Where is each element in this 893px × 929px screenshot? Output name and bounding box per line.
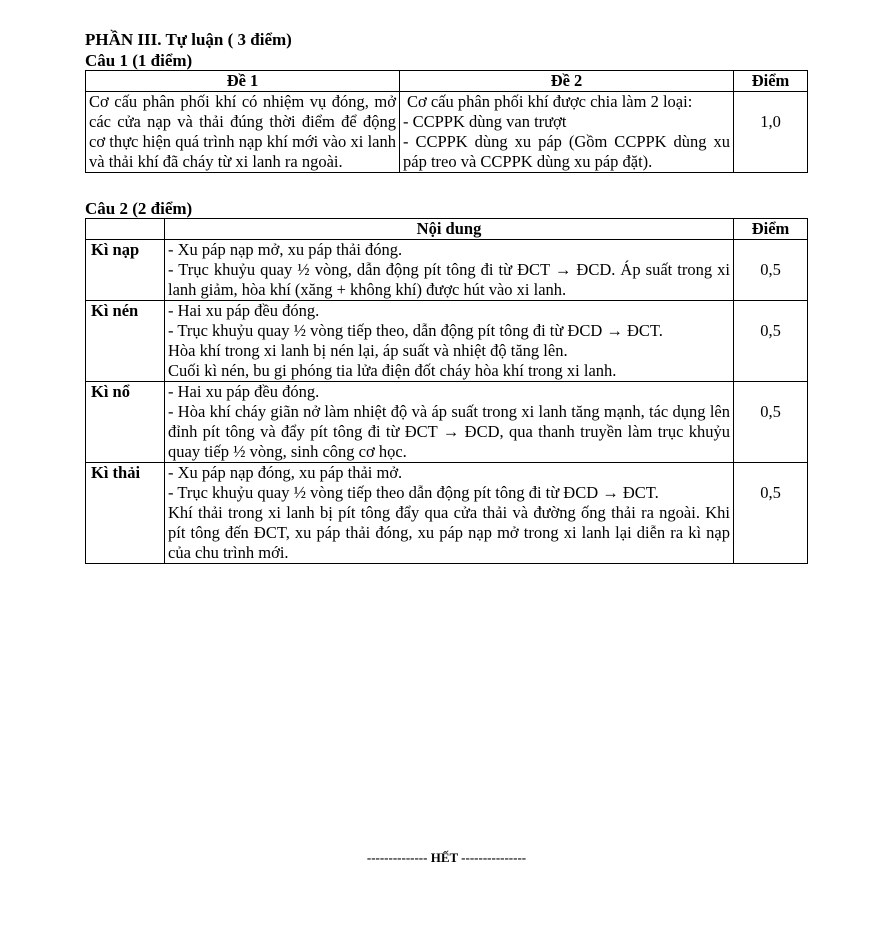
header-de1: Đề 1 <box>86 71 400 92</box>
stage-label: Kì thải <box>86 463 165 564</box>
stage-label: Kì nổ <box>86 382 165 463</box>
score-cell: 0,5 <box>734 301 808 382</box>
question-2-table <box>85 218 808 564</box>
content-line: - Trục khuỷu quay ½ vòng tiếp theo, dẫn động pít tông đi từ ĐCD → ĐCT. <box>168 321 663 340</box>
de1-answer: Cơ cấu phân phối khí có nhiệm vụ đóng, mở các cửa nạp và thải đúng thời điểm để động cơ thực hiện quá trình nạp khí mới vào xi lanh và thải khí đã cháy từ xi lanh ra ngoài. <box>86 92 400 173</box>
content-line: - Xu páp nạp đóng, xu páp thải mở. <box>168 463 403 482</box>
table-row <box>86 240 808 301</box>
table-row <box>86 382 808 463</box>
de2-line: Cơ cấu phân phối khí được chia làm 2 loại: <box>407 92 693 111</box>
question-2-title: Câu 2 (2 điểm) <box>85 199 193 218</box>
stage-content <box>165 382 734 463</box>
part-title: PHẦN III. Tự luận ( 3 điểm) <box>85 30 292 49</box>
content-line: - Hai xu páp đều đóng. <box>168 382 320 401</box>
end-marker: -------------- HẾT --------------- <box>366 850 527 865</box>
table-header-row <box>86 219 808 240</box>
header-content: Nội dung <box>165 219 734 240</box>
score-cell: 0,5 <box>734 240 808 301</box>
de2-line: - CCPPK dùng van trượt <box>403 112 567 131</box>
table-row <box>86 301 808 382</box>
score-cell: 0,5 <box>734 463 808 564</box>
score-cell: 1,0 <box>734 92 808 173</box>
content-line: - Hòa khí cháy giãn nở làm nhiệt độ và áp suất trong xi lanh tăng mạnh, tác dụng lên đỉnh pít tông và đẩy pít tông đi từ ĐCT → ĐCD, qua thanh truyền làm trục khuỷu quay tiếp ½ vòng, sinh công cơ học. <box>168 402 730 461</box>
stage-content <box>165 301 734 382</box>
de2-answer <box>400 92 734 173</box>
header-de2: Đề 2 <box>400 71 734 92</box>
content-line: - Hai xu páp đều đóng. <box>168 301 320 320</box>
stage-label: Kì nén <box>86 301 165 382</box>
table-row <box>86 463 808 564</box>
stage-content <box>165 463 734 564</box>
content-line: - Trục khuỷu quay ½ vòng tiếp theo dẫn động pít tông đi từ ĐCD → ĐCT. <box>168 483 659 502</box>
header-score: Điểm <box>734 71 808 92</box>
header-score: Điểm <box>734 219 808 240</box>
document-page <box>85 30 807 564</box>
question-1-table <box>85 70 808 173</box>
stage-content <box>165 240 734 301</box>
score-cell: 0,5 <box>734 382 808 463</box>
content-line: - Xu páp nạp mở, xu páp thải đóng. <box>168 240 403 259</box>
content-line: Khí thải trong xi lanh bị pít tông đẩy qua cửa thải và đường ống thải ra ngoài. Khi pít tông đến ĐCT, xu páp thải đóng, xu páp nạp mở trong xi lanh lại diễn ra kì nạp của chu trình mới. <box>168 503 730 562</box>
table-header-row <box>86 71 808 92</box>
content-line: Cuối kì nén, bu gi phóng tia lửa điện đốt cháy hòa khí trong xi lanh. <box>168 361 617 380</box>
stage-label: Kì nạp <box>86 240 165 301</box>
table-row <box>86 92 808 173</box>
content-line: - Trục khuỷu quay ½ vòng, dẫn động pít tông đi từ ĐCT → ĐCD. Áp suất trong xi lanh giảm, hòa khí (xăng + không khí) được hút vào xi lanh. <box>168 260 730 299</box>
question-1-title: Câu 1 (1 điểm) <box>85 51 193 70</box>
de2-line: - CCPPK dùng xu páp (Gồm CCPPK dùng xu páp treo và CCPPK dùng xu páp đặt). <box>403 132 730 171</box>
header-stage <box>86 219 165 240</box>
content-line: Hòa khí trong xi lanh bị nén lại, áp suất và nhiệt độ tăng lên. <box>168 341 568 360</box>
